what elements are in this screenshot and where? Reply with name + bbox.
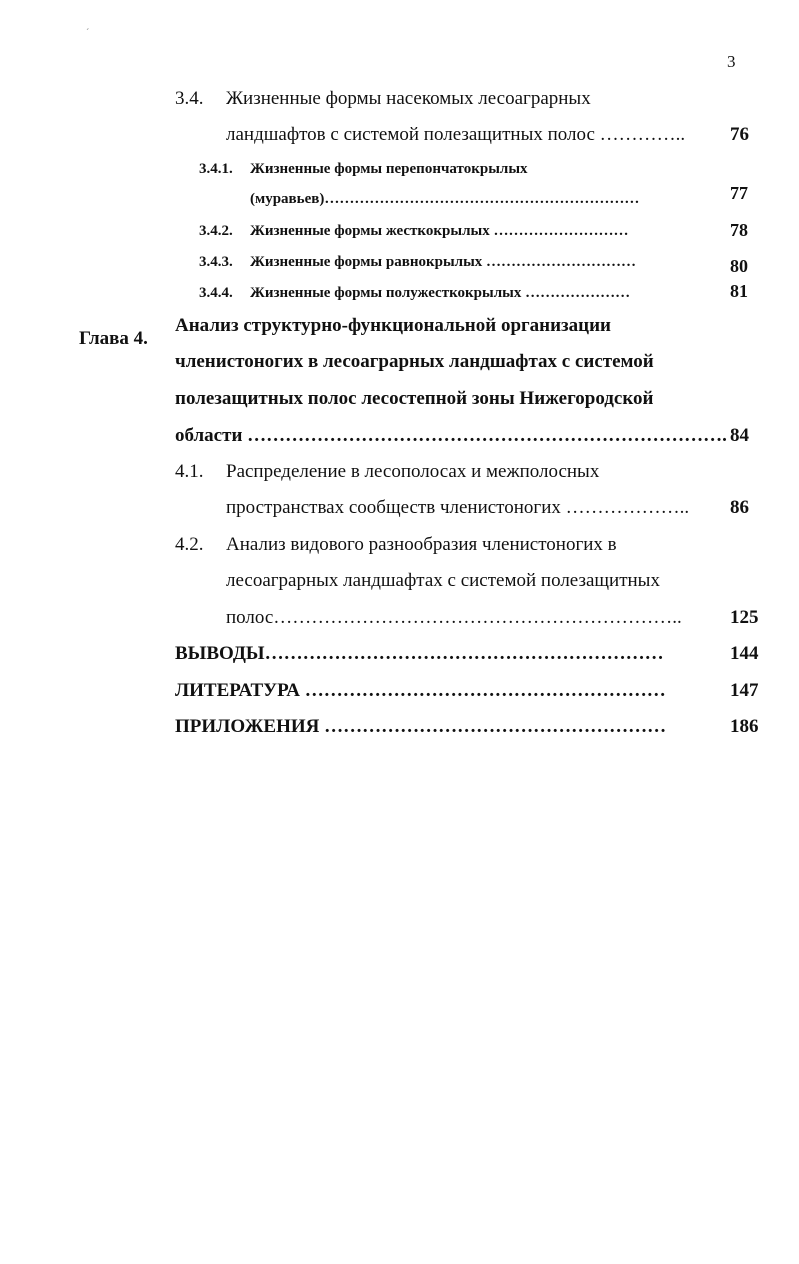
- section-number: 3.4.1.: [199, 161, 233, 177]
- page-ref: 80: [730, 256, 748, 276]
- section-number: 4.2.: [175, 534, 204, 555]
- chapter-title-line4: области ………………………………………………………………….: [175, 425, 727, 446]
- chapter-title-line3: полезащитных полос лесостепной зоны Нижегородской: [175, 388, 654, 409]
- section-title: ПРИЛОЖЕНИЯ ………………………………………………: [175, 716, 667, 737]
- section-title-line2: пространствах сообществ членистоногих ………………..: [226, 497, 690, 518]
- section-title: Жизненные формы полужесткокрылых …………………: [250, 285, 631, 301]
- page-ref: 147: [730, 680, 759, 701]
- section-title-line1: Жизненные формы насекомых лесоаграрных: [226, 88, 591, 109]
- page-ref: 78: [730, 220, 748, 240]
- section-title: ВЫВОДЫ………………………………………………………: [175, 643, 664, 664]
- section-title-line2: лесоаграрных ландшафтах с системой полезащитных: [226, 570, 660, 591]
- chapter-title-line2: членистоногих в лесоаграрных ландшафтах с системой: [175, 351, 654, 372]
- page-number: 3: [727, 52, 736, 71]
- section-title-line3: полос………………………………………………………..: [226, 607, 682, 628]
- scan-artifact: ´: [86, 28, 90, 39]
- page-ref: 125: [730, 607, 759, 628]
- section-number: 3.4.4.: [199, 285, 233, 301]
- section-title-line2: ландшафтов с системой полезащитных полос …………..: [226, 124, 686, 145]
- page-ref: 144: [730, 643, 759, 664]
- page-ref: 186: [730, 716, 759, 737]
- section-number: 3.4.3.: [199, 254, 233, 270]
- section-number: 4.1.: [175, 461, 204, 482]
- chapter-title-line1: Анализ структурно-функциональной организации: [175, 315, 612, 336]
- chapter-label: Глава 4.: [79, 328, 148, 349]
- page-ref: 84: [730, 425, 749, 446]
- page-ref: 76: [730, 124, 749, 145]
- section-title: Жизненные формы жесткокрылых ………………………: [250, 223, 629, 239]
- section-number: 3.4.2.: [199, 223, 233, 239]
- section-title-line1: Распределение в лесополосах и межполосных: [226, 461, 600, 482]
- page-ref: 86: [730, 497, 749, 518]
- section-title-line1: Анализ видового разнообразия членистоногих в: [226, 534, 617, 555]
- page-ref: 77: [730, 183, 748, 203]
- section-title: ЛИТЕРАТУРА …………………………………………………: [175, 680, 666, 701]
- section-title: Жизненные формы равнокрылых …………………………: [250, 254, 637, 270]
- section-title-line2: (муравьев)………………………………………………………: [250, 191, 640, 207]
- page-ref: 81: [730, 281, 748, 301]
- section-title-line1: Жизненные формы перепончатокрылых: [250, 161, 528, 177]
- section-number: 3.4.: [175, 88, 204, 109]
